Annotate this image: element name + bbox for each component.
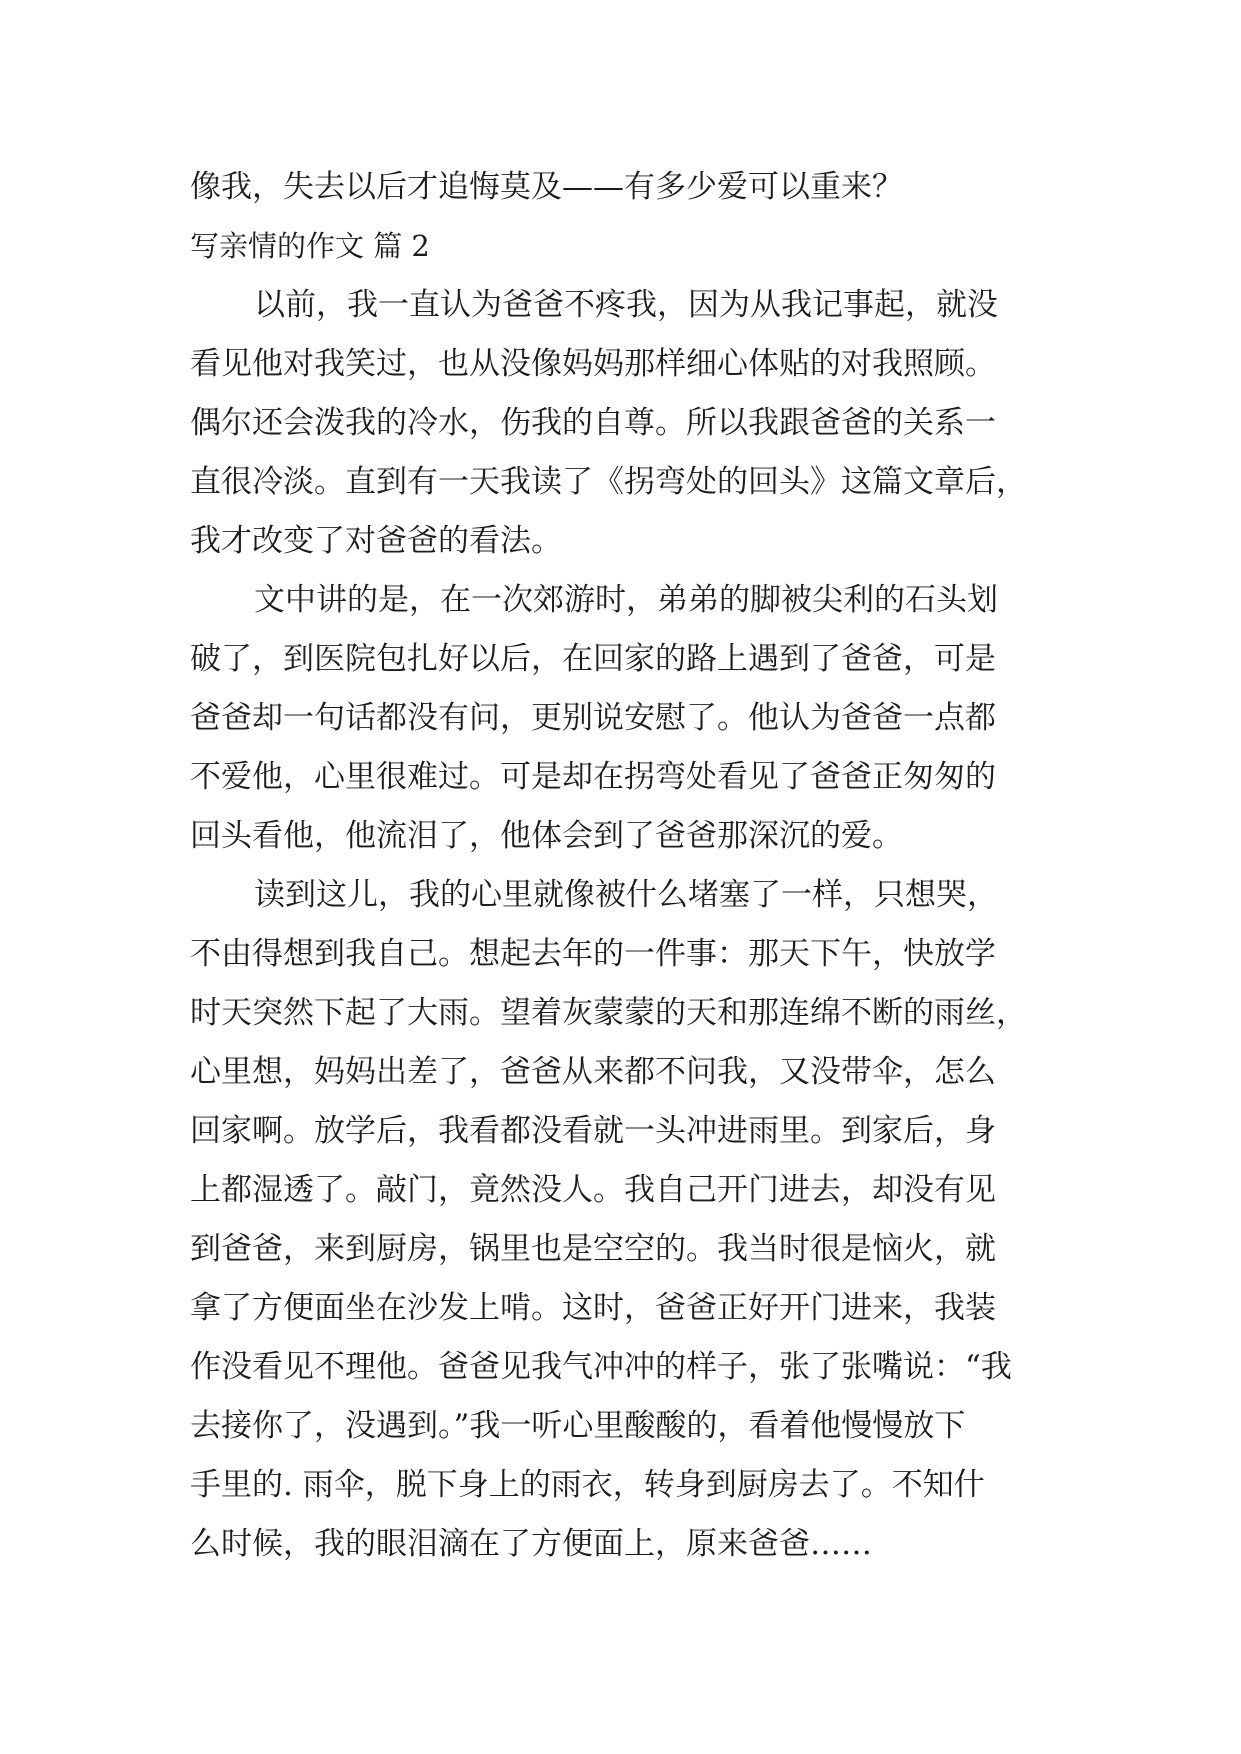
paragraph-line: 直很冷淡。直到有一天我读了《拐弯处的回头》这篇文章后， [190, 464, 1027, 500]
paragraph-line: 到爸爸，来到厨房，锅里也是空空的。我当时很是恼火，就 [190, 1231, 996, 1267]
section-heading: 写亲情的作文 篇 2 [190, 229, 430, 263]
paragraph-line: 回家啊。放学后，我看都没看就一头冲进雨里。到家后，身 [190, 1113, 996, 1149]
paragraph-line: 看见他对我笑过，也从没像妈妈那样细心体贴的对我照顾。 [190, 346, 996, 382]
text-line: 像我，失去以后才追悔莫及——有多少爱可以重来？ [190, 169, 903, 205]
paragraph-line: 文中讲的是，在一次郊游时，弟弟的脚被尖利的石头划 [254, 582, 998, 618]
document-body [190, 158, 1070, 1574]
paragraph-line: 去接你了，没遇到。”我一听心里酸酸的，看着他慢慢放下 [190, 1408, 966, 1444]
paragraph-line: 么时候，我的眼泪滴在了方便面上，原来爸爸…… [190, 1526, 872, 1562]
paragraph [190, 571, 1070, 866]
paragraph [190, 276, 1070, 571]
paragraph-line: 上都湿透了。敲门，竟然没人。我自己开门进去，却没有见 [190, 1172, 996, 1208]
paragraph-line: 我才改变了对爸爸的看法。 [190, 523, 562, 559]
paragraph-line: 手里的. 雨伞，脱下身上的雨衣，转身到厨房去了。不知什 [190, 1467, 985, 1503]
paragraph-line: 以前，我一直认为爸爸不疼我，因为从我记事起，就没 [254, 287, 998, 323]
paragraph-line: 读到这儿，我的心里就像被什么堵塞了一样，只想哭， [254, 877, 998, 913]
paragraph-line: 不爱他，心里很难过。可是却在拐弯处看见了爸爸正匆匆的 [190, 759, 996, 795]
paragraph-line: 拿了方便面坐在沙发上啃。这时，爸爸正好开门进来，我装 [190, 1290, 996, 1326]
paragraph-line: 偶尔还会泼我的冷水，伤我的自尊。所以我跟爸爸的关系一 [190, 405, 996, 441]
paragraph-line: 回头看他，他流泪了，他体会到了爸爸那深沉的爱。 [190, 818, 903, 854]
paragraph [190, 866, 1070, 1574]
paragraph-line: 时天突然下起了大雨。望着灰蒙蒙的天和那连绵不断的雨丝， [190, 995, 1027, 1031]
paragraph-line: 破了，到医院包扎好以后，在回家的路上遇到了爸爸，可是 [190, 641, 996, 677]
paragraph-line: 不由得想到我自己。想起去年的一件事：那天下午，快放学 [190, 936, 996, 972]
paragraph-line: 心里想，妈妈出差了，爸爸从来都不问我，又没带伞，怎么 [190, 1054, 996, 1090]
paragraph-line: 作没看见不理他。爸爸见我气冲冲的样子，张了张嘴说：“我 [190, 1349, 1012, 1385]
paragraph-line: 爸爸却一句话都没有问，更别说安慰了。他认为爸爸一点都 [190, 700, 996, 736]
